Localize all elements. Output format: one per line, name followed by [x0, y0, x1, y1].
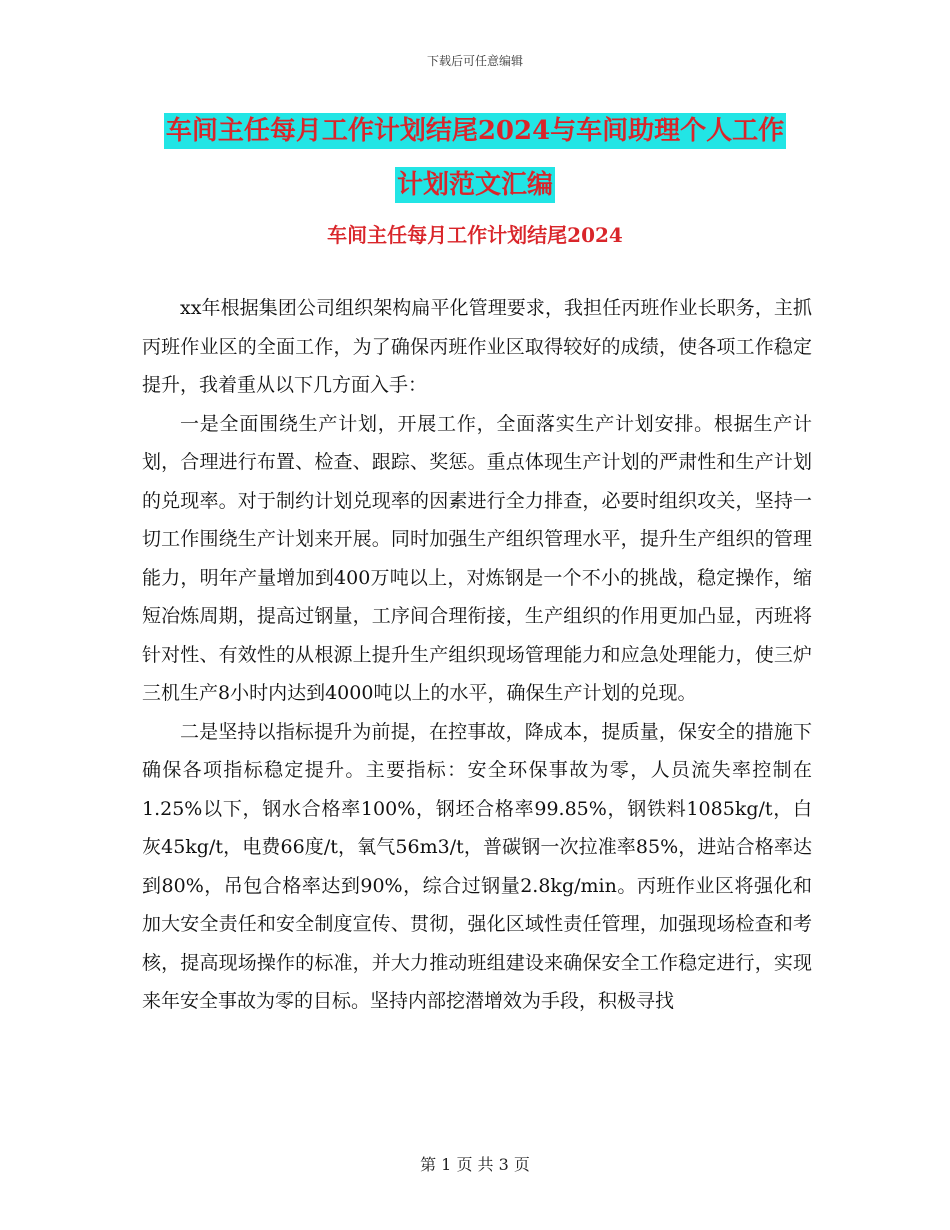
- page-number-footer: 第 1 页 共 3 页: [420, 1155, 530, 1174]
- page-header-note: 下载后可任意编辑: [426, 54, 523, 68]
- document-title: [0, 104, 950, 212]
- document-body: [142, 289, 812, 1021]
- section-title: 车间主任每月工作计划结尾2024: [327, 223, 623, 247]
- document-title-line-1: 车间主任每月工作计划结尾2024与车间助理个人工作: [164, 113, 786, 149]
- paragraph-point-one: 一是全面围绕生产计划，开展工作，全面落实生产计划安排。根据生产计划，合理进行布置、检查、跟踪、奖惩。重点体现生产计划的严肃性和生产计划的兑现率。对于制约计划兑现率的因素进行全力排查，必要时组织攻关，坚持一切工作围绕生产计划来开展。同时加强生产组织管理水平，提升生产组织的管理能力，明年产量增加到400万吨以上，对炼钢是一个不小的挑战，稳定操作，缩短冶炼周期，提高过钢量，工序间合理衔接，生产组织的作用更加凸显，丙班将针对性、有效性的从根源上提升生产组织现场管理能力和应急处理能力，使三炉三机生产8小时内达到4000吨以上的水平，确保生产计划的兑现。: [142, 412, 812, 704]
- document-title-line-2: 计划范文汇编: [395, 167, 555, 203]
- paragraph-point-two: 二是坚持以指标提升为前提，在控事故，降成本，提质量，保安全的措施下确保各项指标稳定提升。主要指标：安全环保事故为零，人员流失率控制在1.25%以下，钢水合格率100%，钢坯合格率99.85%，钢铁料1085kg/t，白灰45kg/t，电费66度/t，氧气56m3/t，普碳钢一次拉准率85%，进站合格率达到80%，吊包合格率达到90%，综合过钢量2.8kg/min。丙班作业区将强化和加大安全责任和安全制度宣传、贯彻，强化区域性责任管理，加强现场检查和考核，提高现场操作的标准，并大力推动班组建设来确保安全工作稳定进行，实现来年安全事故为零的目标。坚持内部挖潜增效为手段，积极寻找: [142, 720, 812, 1012]
- paragraph-intro: xx年根据集团公司组织架构扁平化管理要求，我担任丙班作业长职务，主抓丙班作业区的全面工作，为了确保丙班作业区取得较好的成绩，使各项工作稳定提升，我着重从以下几方面入手：: [142, 297, 812, 396]
